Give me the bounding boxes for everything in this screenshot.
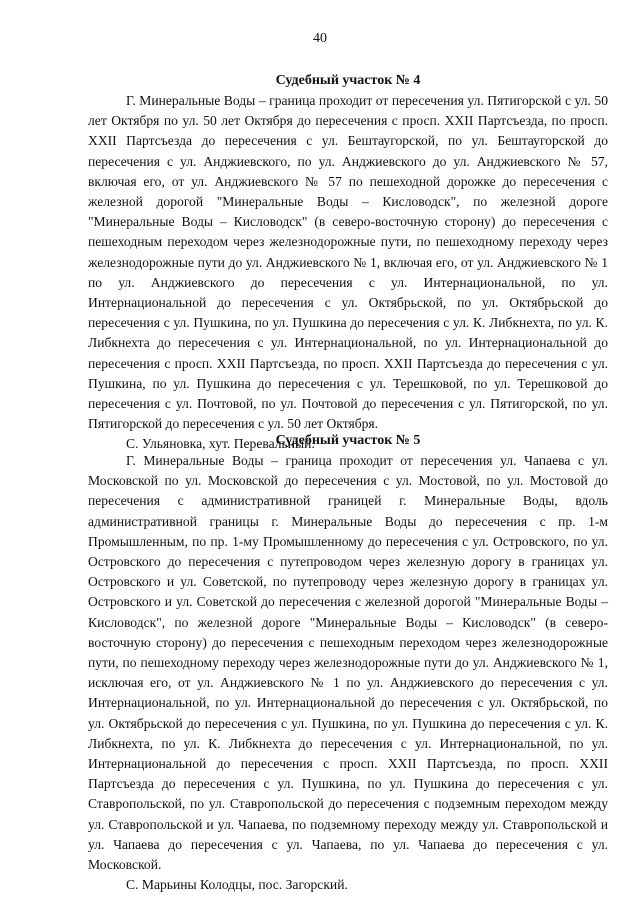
settlements-list: С. Ульяновка, хут. Перевальный. xyxy=(126,436,315,452)
settlements-list: С. Марьины Колодцы, пос. Загорский. xyxy=(126,877,348,893)
page-number: 40 xyxy=(313,31,327,46)
boundary-description: Г. Минеральные Воды – граница проходит от пересечения ул. Пятигорской с ул. 50 лет Октября по ул. 50 лет Октября до пересечения с просп. XXII Партсъезда, по просп. XXII Партсъезда до пересечения с ул. Бештаугорской, по ул. Бештаугорской до пересечения с ул. Анджиевского, по ул. Анджиевского до ул. Анджиевского № 57, включая его, от ул. Анджиевского № 57 по пешеходной дорожке до пересечения с железной дорогой "Минеральные Воды – Кисловодск", по железной дороге "Минеральные Воды – Кисловодск" (в северо-восточную сторону) до пересечения с пешеходным переходом через железнодорожные пути, по пешеходному переходу через железнодорожные пути до ул. Анджиевского № 1, включая его, от ул. Анджиевского № 1 по ул. Анджиевского до пересечения с ул. Интернациональной, по ул. Интернациональной до пересечения с ул. Октябрьской, по ул. Октябрьской до пересечения с ул. Пушкина, по ул. Пушкина до пересечения с ул. К. Либкнехта, по ул. К. Либкнехта до пересечения с ул. Интернациональной, по ул. Интернациональной до пересечения с просп. XXII Партсъезда, по просп. XXII Партсъезда до пересечения с ул. Пушкина, по ул. Пушкина до пересечения с ул. Терешковой, по ул. Терешковой до пересечения с ул. Почтовой, по ул. Почтовой до пересечения с ул. Пятигорской, по ул. Пятигорской до пересечения с ул. 50 лет Октября. xyxy=(88,93,608,432)
section-court-district-5 xyxy=(88,431,608,895)
section-heading: Судебный участок № 4 xyxy=(275,73,421,88)
section-court-district-4 xyxy=(88,71,608,455)
boundary-description: Г. Минеральные Воды – граница проходит от пересечения ул. Чапаева с ул. Московской по ул. Московской до пересечения с ул. Мостовой, по ул. Мостовой до пересечения с административной границей г. Минеральные Воды, вдоль административной границы г. Минеральные Воды до пересечения с пр. 1-м Промышленным, по пр. 1-му Промышленному до пересечения с ул. Островского, по ул. Островского до пересечения с путепроводом через железную дорогу в границах ул. Островского и ул. Советской, по путепроводу через железную дорогу в границах ул. Островского и ул. Советской до пересечения с железной дорогой "Минеральные Воды – Кисловодск", по железной дороге "Минеральные Воды – Кисловодск" (в северо-восточную сторону) до пересечения с пешеходным переходом через железнодорожные пути, по пешеходному переходу через железнодорожные пути до ул. Анджиевского № 1, исключая его, от ул. Анджиевского № 1 по ул. Анджиевского до пересечения с ул. Интернациональной, по ул. Интернациональной до пересечения с ул. Октябрьской, по ул. Октябрьской до пересечения с ул. Пушкина, по ул. Пушкина до пересечения с ул. К. Либкнехта, по ул. К. Либкнехта до пересечения с ул. Интернациональной, по ул. Интернациональной до пересечения с просп. XXII Партсъезда, по просп. XXII Партсъезда до пересечения с ул. Пушкина, по ул. Пушкина до пересечения с ул. Ставропольской, по ул. Ставропольской до пересечения с подземным переходом между ул. Ставропольской и ул. Чапаева, по подземному переходу между ул. Ставропольской и ул. Чапаева до пересечения с ул. Чапаева, по ул. Чапаева до пересечения с ул. Московской. xyxy=(88,453,608,873)
section-heading: Судебный участок № 5 xyxy=(275,433,421,448)
